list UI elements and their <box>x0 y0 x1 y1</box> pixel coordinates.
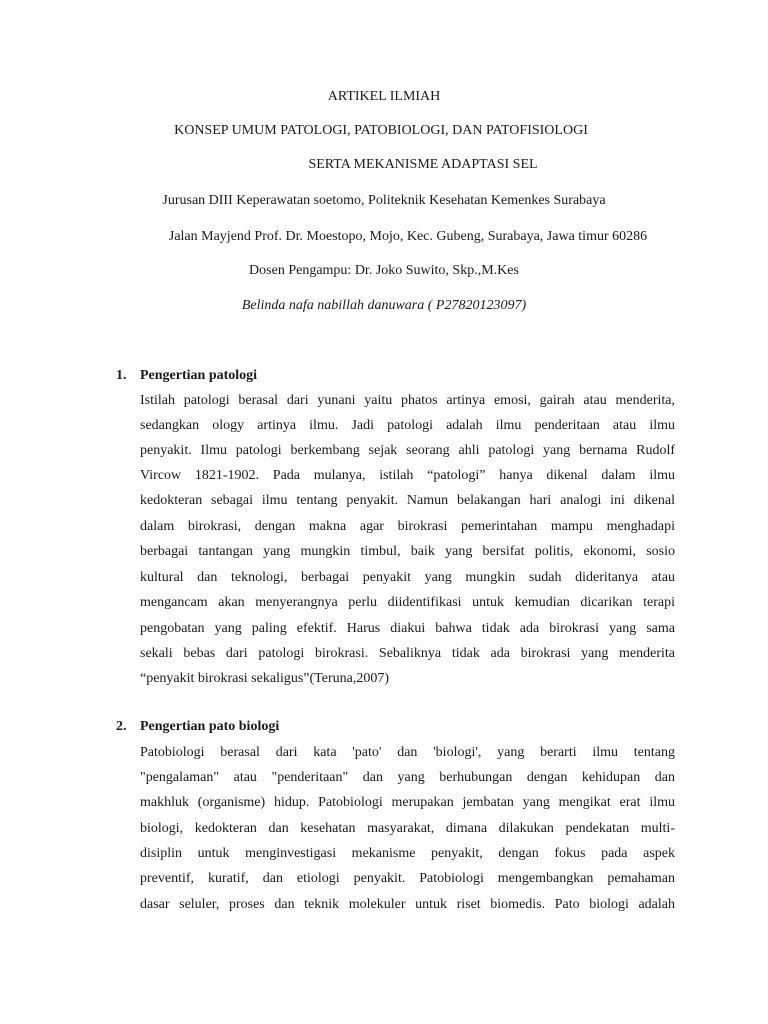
section-heading <box>116 367 257 385</box>
paragraph-line: “penyakit birokrasi sekaligus”(Teruna,2007) <box>140 671 389 686</box>
paragraph-line: dalam birokrasi, dengan makna agar birokrasi pemerintahan mampu menghadapi <box>140 519 675 534</box>
section-title: Pengertian patologi <box>140 368 258 383</box>
address: Jalan Mayjend Prof. Dr. Moestopo, Mojo, Kec. Gubeng, Surabaya, Jawa timur 60286 <box>168 229 648 244</box>
paragraph-line: Patobiologi berasal dari kata 'pato' dan 'biologi', yang berarti ilmu tentang <box>140 745 675 760</box>
paragraph-line: Vircow 1821-1902. Pada mulanya, istilah “patologi” hanya dikenal dalam ilmu <box>140 468 675 483</box>
paragraph-line: sedangkan ology artinya ilmu. Jadi patologi adalah ilmu penderitaan atau ilmu <box>140 418 675 433</box>
paragraph-line: berbagai tantangan yang mungkin timbul, baik yang bersifat politis, ekonomi, sosio <box>140 544 675 559</box>
article-label: ARTIKEL ILMIAH <box>327 89 441 104</box>
paragraph-line: kedokteran sebagai ilmu tentang penyakit. Namun belakangan hari analogi ini dikenal <box>140 493 675 508</box>
paragraph-line: Istilah patologi berasal dari yunani yaitu phatos artinya emosi, gairah atau menderita, <box>140 393 675 408</box>
paragraph-line: penyakit. Ilmu patologi berkembang sejak seorang ahli patologi yang bernama Rudolf <box>140 443 675 458</box>
title-line-2: SERTA MEKANISME ADAPTASI SEL <box>308 157 538 172</box>
section-number: 2. <box>116 719 127 734</box>
paragraph-line: biologi, kedokteran dan kesehatan masyarakat, dimana dilakukan pendekatan multi- <box>140 821 675 836</box>
section-title: Pengertian pato biologi <box>140 719 280 734</box>
section-heading <box>116 718 279 736</box>
paragraph-line: sekali bebas dari patologi birokrasi. Sebaliknya tidak ada birokrasi yang menderita <box>140 646 675 661</box>
author: Belinda nafa nabillah danuwara ( P27820123097) <box>241 298 527 313</box>
paragraph-line: kultural dan teknologi, berbagai penyakit yang mungkin sudah dideritanya atau <box>140 570 675 585</box>
paragraph-line: makhluk (organisme) hidup. Patobiologi merupakan jembatan yang mengikat erat ilmu <box>140 795 675 810</box>
paragraph-line: dasar seluler, proses dan teknik molekuler untuk riset biomedis. Pato biologi adalah <box>140 897 675 912</box>
lecturer: Dosen Pengampu: Dr. Joko Suwito, Skp.,M.Kes <box>249 263 519 278</box>
paragraph-line: "pengalaman" atau "penderitaan" dan yang berhubungan dengan kehidupan dan <box>140 770 675 785</box>
paragraph-line: disiplin untuk menginvestigasi mekanisme penyakit, dengan fokus pada aspek <box>140 846 675 861</box>
institution: Jurusan DIII Keperawatan soetomo, Politeknik Kesehatan Kemenkes Surabaya <box>162 193 606 208</box>
title-line-1: KONSEP UMUM PATOLOGI, PATOBIOLOGI, DAN PATOFISIOLOGI <box>174 123 588 138</box>
paragraph-line: mengancam akan menyerangnya perlu diidentifikasi untuk kemudian dicarikan terapi <box>140 595 675 610</box>
paragraph-line: pengobatan yang paling efektif. Harus diakui bahwa tidak ada birokrasi yang sama <box>140 621 675 636</box>
section-number: 1. <box>116 368 127 383</box>
paragraph-line: preventif, kuratif, dan etiologi penyakit. Patobiologi mengembangkan pemahaman <box>140 871 675 886</box>
